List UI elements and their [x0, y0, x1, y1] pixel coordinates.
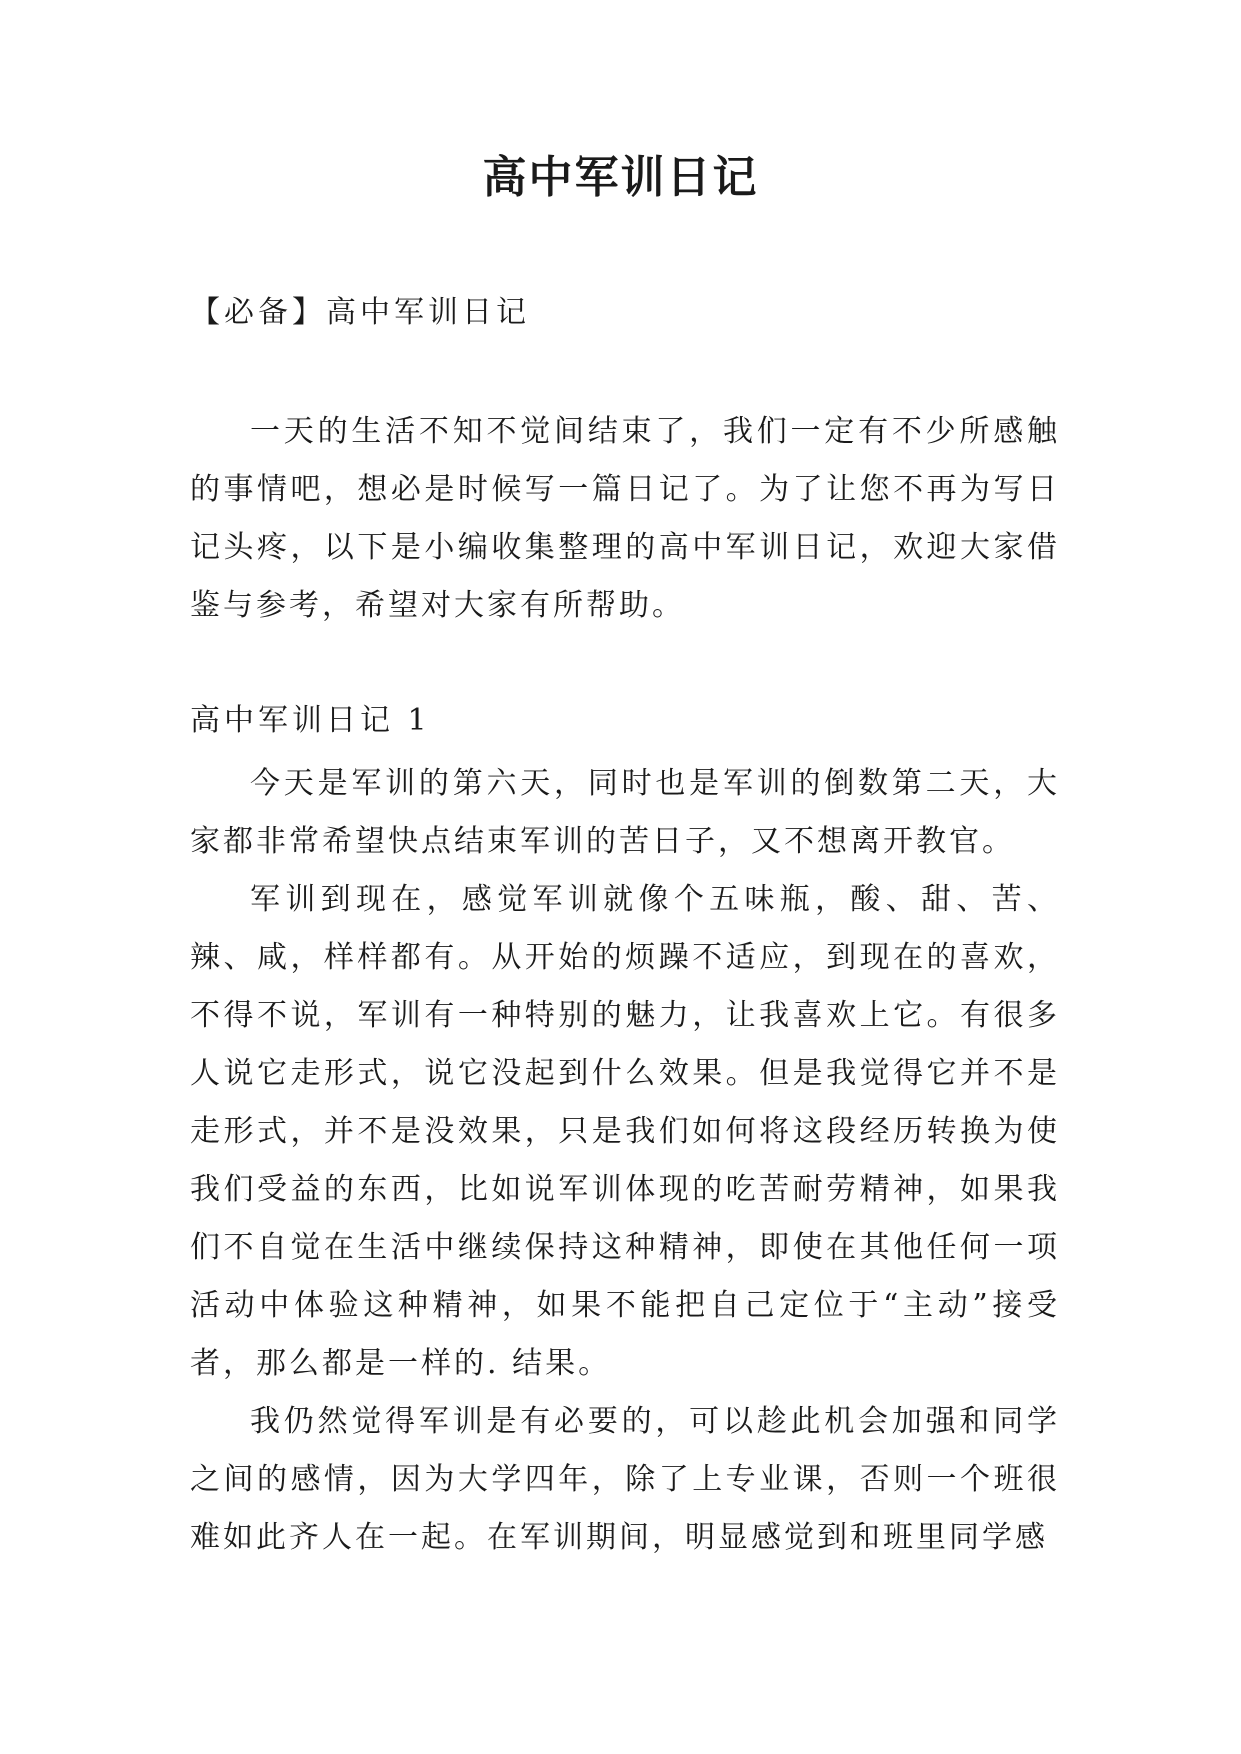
intro-block — [190, 403, 1060, 635]
document-title: 高中军训日记 — [482, 152, 759, 203]
body-paragraph: 今天是军训的第六天，同时也是军训的倒数第二天，大家都非常希望快点结束军训的苦日子，又不想离开教官。 — [190, 766, 1060, 859]
intro-paragraph: 一天的生活不知不觉间结束了，我们一定有不少所感触的事情吧，想必是时候写一篇日记了。为了让您不再为写日记头疼，以下是小编收集整理的高中军训日记，欢迎大家借鉴与参考，希望对大家有所帮助。 — [190, 414, 1060, 623]
diary-body — [190, 755, 1060, 1567]
document-subtitle: 【必备】高中军训日记 — [190, 295, 530, 330]
section-heading: 高中军训日记 1 — [190, 703, 431, 738]
body-paragraph: 我仍然觉得军训是有必要的，可以趁此机会加强和同学之间的感情，因为大学四年，除了上专业课，否则一个班很难如此齐人在一起。在军训期间，明显感觉到和班里同学感 — [190, 1404, 1060, 1555]
body-paragraph: 军训到现在，感觉军训就像个五味瓶，酸、甜、苦、辣、咸，样样都有。从开始的烦躁不适应，到现在的喜欢，不得不说，军训有一种特别的魅力，让我喜欢上它。有很多人说它走形式，说它没起到什么效果。但是我觉得它并不是走形式，并不是没效果，只是我们如何将这段经历转换为使我们受益的东西，比如说军训体现的吃苦耐劳精神，如果我们不自觉在生活中继续保持这种精神，即使在其他任何一项活动中体验这种精神，如果不能把自己定位于“主动”接受者，那么都是一样的. 结果。 — [190, 882, 1060, 1381]
